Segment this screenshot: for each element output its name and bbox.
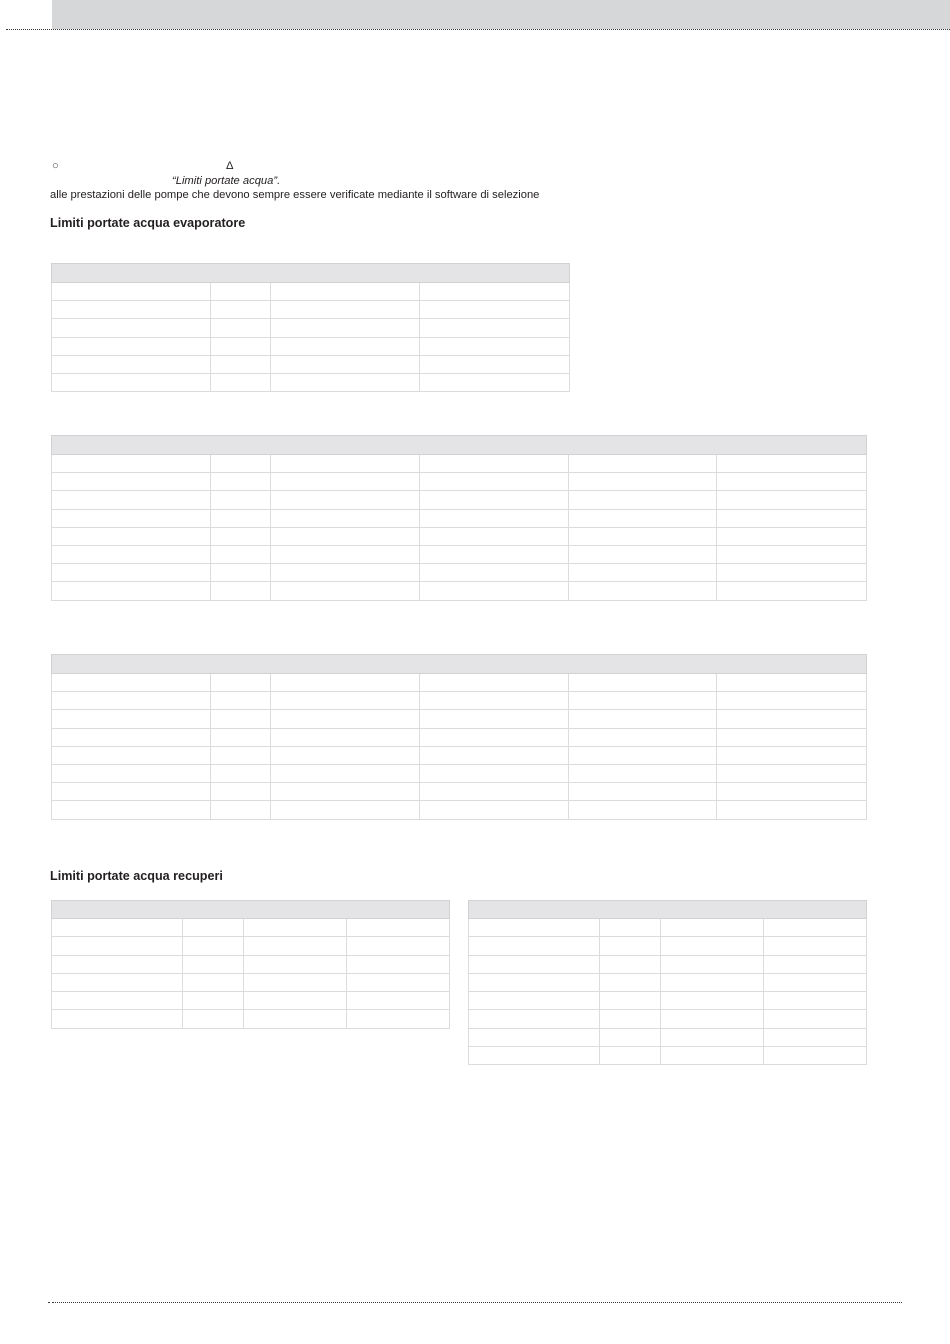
section-title-evaporator: Limiti portate acqua evaporatore [50,216,246,230]
section-title-recovery: Limiti portate acqua recuperi [50,869,223,883]
table-header-row [52,655,867,674]
table-row [52,801,867,819]
table-header-row [52,436,867,455]
recovery-table-right [468,900,867,1065]
header-band [52,0,950,29]
evaporator-table-1 [51,263,570,392]
table-row [469,955,867,973]
evaporator-table-2 [51,435,867,601]
footer-tick [48,1302,50,1303]
table-row [52,564,867,582]
table-row [469,1047,867,1065]
table-row [52,919,450,937]
recovery-table-left [51,900,450,1029]
delta-symbol: Δ [226,160,234,172]
table-row [52,710,867,728]
table-row [52,355,570,373]
table-row [52,674,867,692]
table-row [52,764,867,782]
table-row [469,1010,867,1028]
table-row [52,473,867,491]
table-row [52,491,867,509]
table-row [469,937,867,955]
table-row [52,955,450,973]
table-row [52,509,867,527]
table-row [469,992,867,1010]
table-row [52,692,867,710]
table-row [52,728,867,746]
table-row [52,545,867,563]
table-row [52,337,570,355]
table-row [52,455,867,473]
table-header-row [52,901,450,919]
table-row [52,937,450,955]
table-row [52,746,867,764]
table-row [52,283,570,301]
table-row [52,301,570,319]
table-row [52,992,450,1010]
table-row [52,973,450,991]
table-row [52,582,867,600]
intro-paragraph: alle prestazioni delle pompe che devono sempre essere verificate mediante il software di selezione [50,189,540,201]
table-header-row [52,264,570,283]
header-dotted-rule [6,29,950,30]
table-row [52,1010,450,1028]
footer-dotted-rule [52,1302,902,1303]
table-row [52,783,867,801]
table-row [469,1028,867,1046]
table-row [469,919,867,937]
table-row [52,373,570,391]
table-row [469,973,867,991]
italic-reference: “Limiti portate acqua”. [172,175,281,187]
table-header-row [469,901,867,919]
circle-bullet-icon: ○ [52,160,59,172]
evaporator-table-3 [51,654,867,820]
table-row [52,527,867,545]
table-row [52,319,570,337]
